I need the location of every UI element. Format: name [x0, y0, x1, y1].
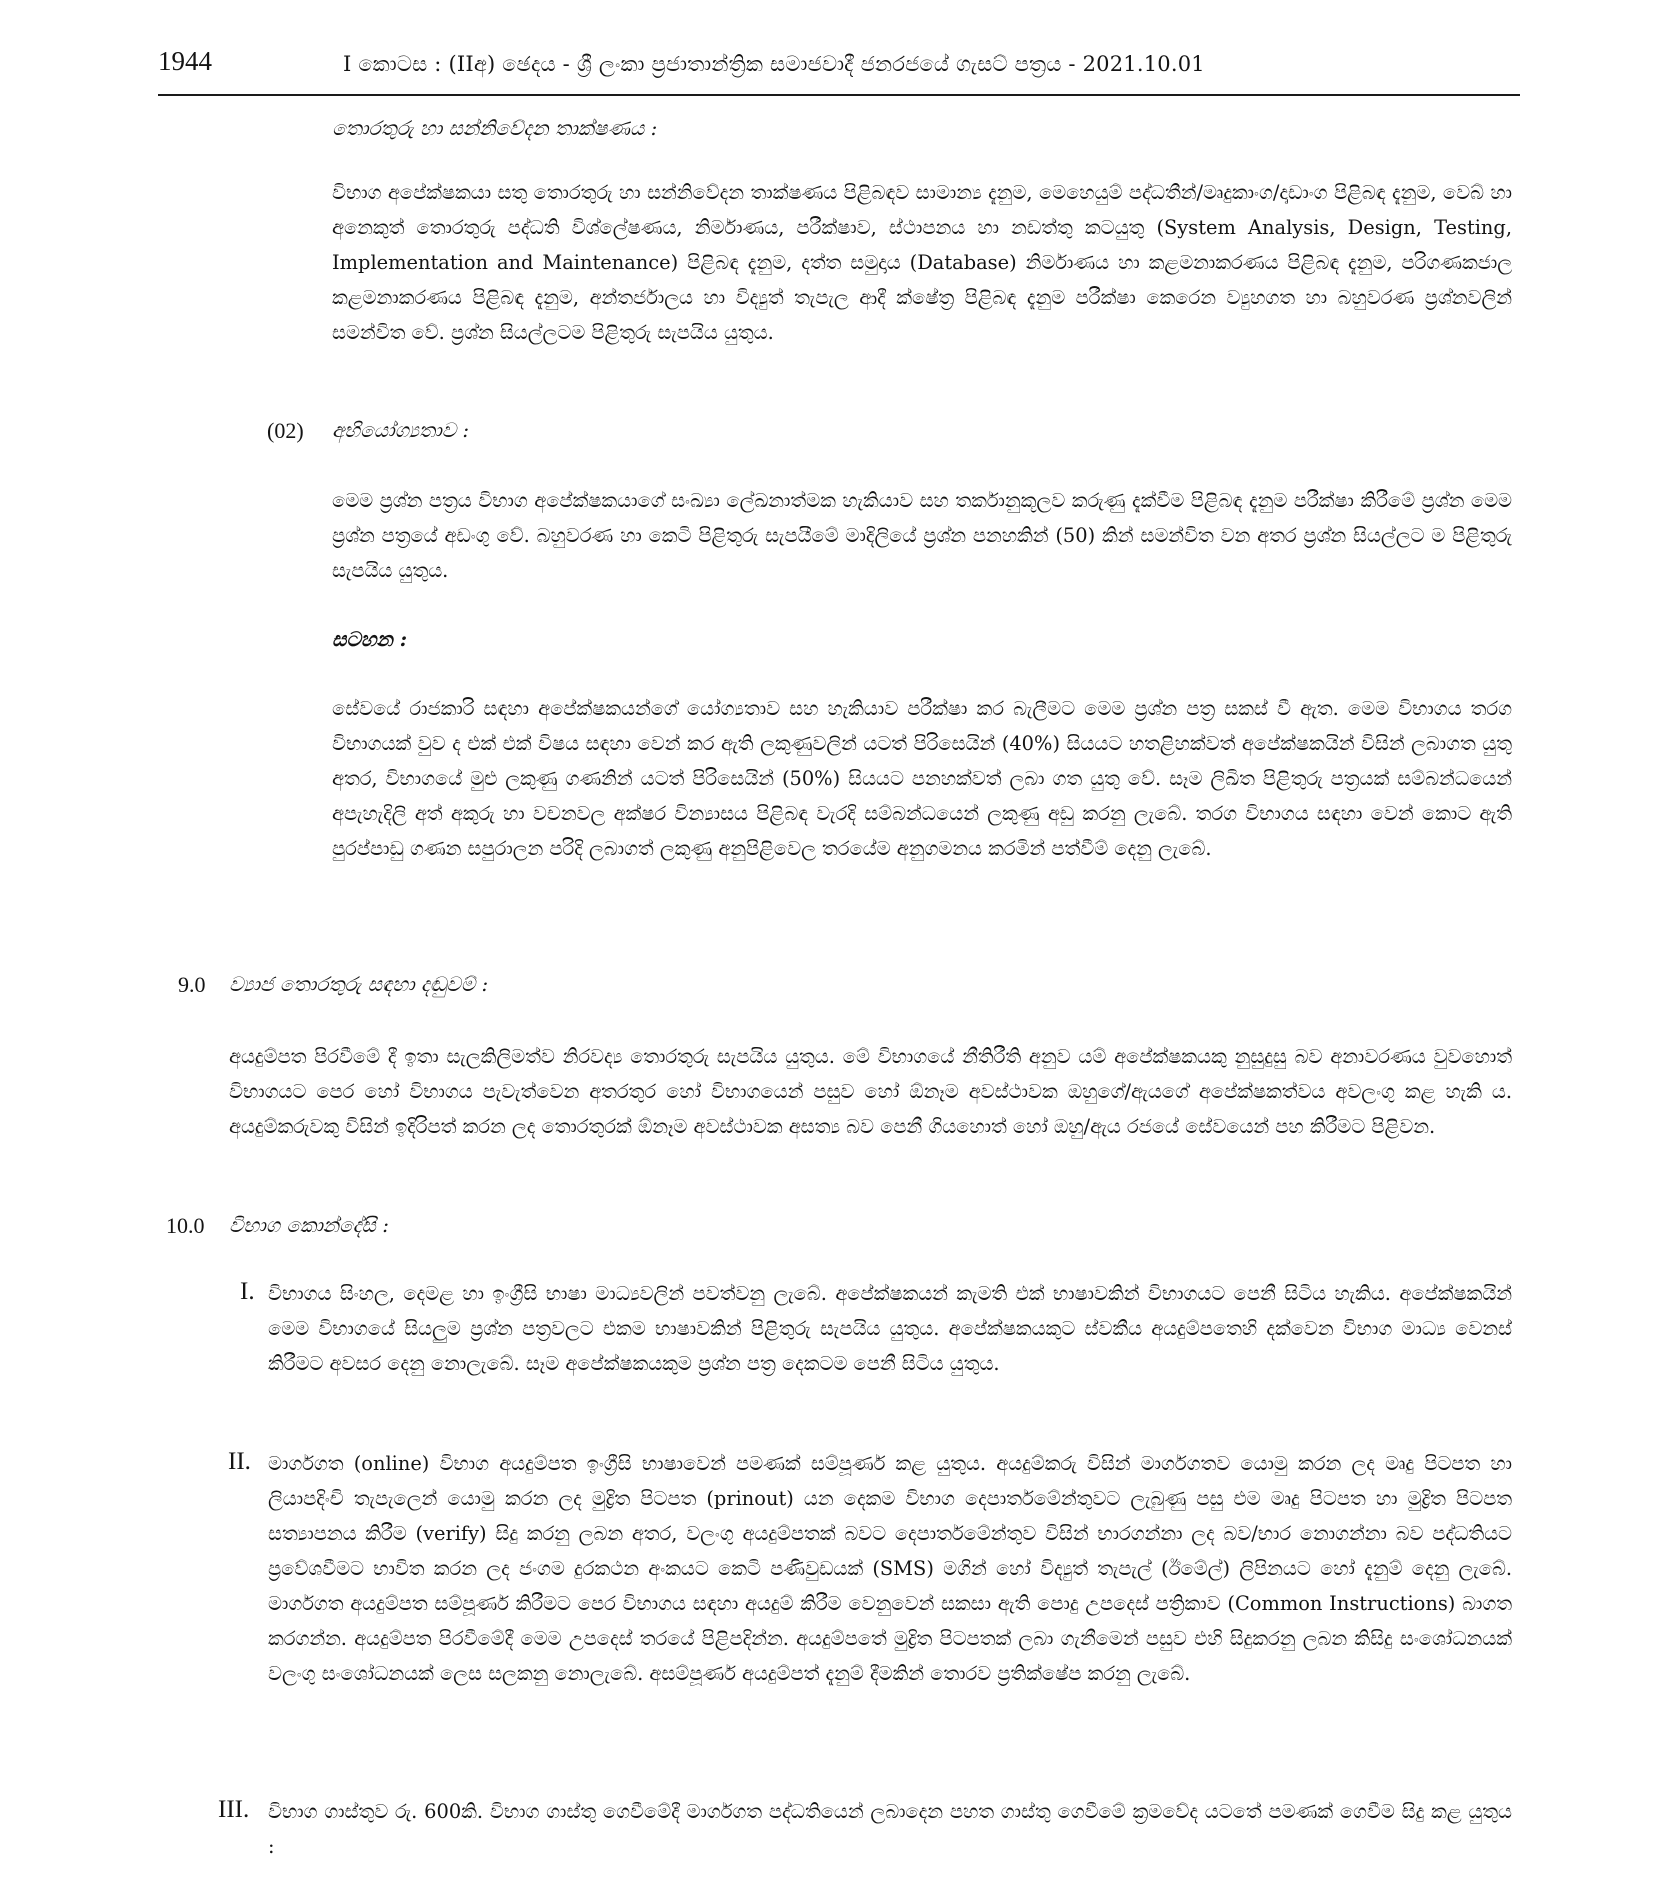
- note-heading: සටහන :: [332, 627, 408, 651]
- page-number: 1944: [158, 46, 212, 76]
- note-paragraph: සේවයේ රාජකාරි සඳහා අපේක්ෂකයන්ගේ යෝග්‍යතාව සහ හැකියාව පරීක්ෂා කර බැලීමට මෙම ප්‍රශ්න පත්‍ර සකස් වී ඇත. මෙම විභාගය තරග විභාගයක් වුව ද එක් එක් විෂය සඳහා වෙන් කර ඇති ලකුණුවලින් යටත් පිරිසෙයින් (40%) සියයට හතළිහක්වත් අපේක්ෂකයින් විසින් ලබාගත යුතු අතර, විභාගයේ මුළු ලකුණු ගණනින් යටත් පිරිසෙයින් (50%) සියයට පනහක්වත් ලබා ගත යුතු වේ. සෑම ලිඛිත පිළිතුරු පත්‍රයක් සම්බන්ධයෙන් අපැහැදිලි අත් අකුරු හා වචනවල අක්ෂර වින්‍යාසය පිළිබඳ වැරදි සම්බන්ධයෙන් ලකුණු අඩු කරනු ලැබේ. තරග විභාගය සඳහා වෙන් කොට ඇති පුරප්පාඩු ගණන සපුරාලන පරිදි ලබාගත් ලකුණු අනුපිළිවෙල තරයේම අනුගමනය කරමින් පත්වීම් දෙනු ලැබේ.: [332, 697, 1512, 860]
- gazette-title: I කොටස : (IIඅ) ඡෙදය - ශ්‍රී ලංකා ප්‍රජාතාන්ත්‍රික සමාජවාදී ජනරජයේ ගැසට් පත්‍රය - 2021.10.01: [343, 52, 1205, 76]
- condition-3-label: III.: [218, 1796, 250, 1823]
- condition-1-text: විභාගය සිංහල, දෙමළ හා ඉංග්‍රීසි භාෂා මාධ්‍යවලින් පවත්වනු ලැබේ. අපේක්ෂකයන් කැමති එක් භාෂාවකින් විභාගයට පෙනී සිටිය හැකිය. අපේක්ෂකයින් මෙම විභාගයේ සියලුම ප්‍රශ්න පත්‍රවලට එකම භාෂාවකින් පිළිතුරු සැපයිය යුතුය. අපේක්ෂකයකුට ස්වකීය අයදුම්පතෙහි දක්වෙන විභාග මාධ්‍ය වෙනස් කිරීමට අවසර දෙනු නොලැබේ. සෑම අපේක්ෂකයකුම ප්‍රශ්න පත්‍ර දෙකටම පෙනී සිටිය යුතුය.: [268, 1282, 1512, 1375]
- condition-1-label: I.: [240, 1278, 255, 1305]
- section-9-paragraph: අයදුම්පත පිරවීමේ දී ඉතා සැලකිලිමත්ව නිරවද්‍ය තොරතුරු සැපයිය යුතුය. මේ විභාගයේ නීතිරීති අනුව යම් අපේක්ෂකයකු නුසුදුසු බව අනාවරණය වුවහොත් විභාගයට පෙර හෝ විභාගය පැවැත්වෙන අතරතුර හෝ විභාගයෙන් පසුව හෝ ඕනෑම අවස්ථාවක ඔහුගේ/ඇයගේ අපේක්ෂකත්වය අවලංගු කළ හැකි ය. අයදුම්කරුවකු විසින් ඉදිරිපත් කරන ලද තොරතුරක් ඕනෑම අවස්ථාවක අසත්‍ය බව පෙනී ගියහොත් හෝ ඔහු/ඇය රජයේ සේවයෙන් පහ කිරීමට පිළිවන.: [229, 1045, 1512, 1138]
- section-10-number: 10.0: [166, 1213, 205, 1238]
- condition-2-label: II.: [228, 1448, 251, 1475]
- ict-heading: තොරතුරු හා සන්නිවේදන තාක්ෂණය :: [332, 116, 658, 140]
- condition-2-text: මාර්ගගත (online) විභාග අයදුම්පත ඉංග්‍රීසි භාෂාවෙන් පමණක් සම්පූර්ණ කළ යුතුය. අයදුම්කරු විසින් මාර්ගගතව යොමු කරන ලද මෘදු පිටපත හා ලියාපදිංචි තැපැලෙන් යොමු කරන ලද මුද්‍රිත පිටපත (prinout) යන දෙකම විභාග දෙපාර්තමේන්තුවට ලැබුණු පසු එම මෘදු පිටපත හා මුද්‍රිත පිටපත සත්‍යාපනය කිරීම (verify) සිදු කරනු ලබන අතර, වලංගු අයදුම්පතක් බවට දෙපාර්තමේන්තුව විසින් භාරගන්නා ලද බව/භාර නොගන්නා බව පද්ධතියට ප්‍රවේශවීමට භාවිත කරන ලද ජංගම දුරකථන අංකයට කෙටි පණිවුඩයක් (SMS) මගින් හෝ විද්‍යුත් තැපැල් (ඊමේල්) ලිපිනයට හෝ දැනුම් දෙනු ලැබේ. මාර්ගගත අයදුම්පත සම්පූර්ණ කිරීමට පෙර විභාගය සඳහා අයදුම් කිරීම වෙනුවෙන් සකසා ඇති පොදු උපදෙස් පත්‍රිකාව (Common Instructions) බාගත කරගන්න. අයදුම්පත පිරවීමේදී මෙම උපදෙස් තරයේ පිළිපදින්න. අයදුම්පතේ මුද්‍රිත පිටපතක් ලබා ගැනීමෙන් පසුව එහි සිදුකරනු ලබන කිසිදු සංශෝධනයක් වලංගු සංශෝධනයක් ලෙස සලකනු නොලැබේ. අසම්පූර්ණ අයදුම්පත් දැනුම් දීමකින් තොරව ප්‍රතික්ෂේප කරනු ලැබේ.: [268, 1452, 1512, 1685]
- section-9-heading: ව්‍යාජ තොරතුරු සඳහා දඬුවම් :: [229, 972, 489, 996]
- page-header: [158, 44, 1520, 96]
- aptitude-paragraph: මෙම ප්‍රශ්න පත්‍රය විභාග අපේක්ෂකයාගේ සංඛ්‍යා ලේඛනාත්මක හැකියාව සහ තර්කානුකූලව කරුණු දැක්වීම පිළිබඳ දැනුම පරීක්ෂා කිරීමේ ප්‍රශ්න මෙම ප්‍රශ්න පත්‍රයේ අඩංගු වේ. බහුවරණ හා කෙටි පිළිතුරු සැපයීමේ මාදිලියේ ප්‍රශ්න පනහකින් (50) කින් සමන්විත වන අතර ප්‍රශ්න සියල්ලට ම පිළිතුරු සැපයිය යුතුය.: [332, 489, 1512, 582]
- section-10-heading: විභාග කොන්දේසි :: [229, 1213, 390, 1237]
- section-9-number: 9.0: [178, 972, 206, 997]
- condition-3-text: විභාග ගාස්තුව රු. 600කි. විභාග ගාස්තු ගෙවීමේදී මාර්ගගත පද්ධතියෙන් ලබාදෙන පහත ගාස්තු ගෙවීමේ ක්‍රමවේද යටතේ පමණක් ගෙවීම සිදු කළ යුතුය :: [268, 1800, 1512, 1858]
- aptitude-number: (02): [267, 418, 304, 443]
- aptitude-heading: අභියෝග්‍යතාව :: [332, 418, 470, 442]
- ict-paragraph: විභාග අපේක්ෂකයා සතු තොරතුරු හා සන්නිවේදන තාක්ෂණය පිළිබඳව සාමාන්‍ය දැනුම, මෙහෙයුම් පද්ධතීන්/මෘදුකාංග/දෘඩාංග පිළිබඳ දැනුම, වෙබ් හා අනෙකුත් තොරතුරු පද්ධති විශ්ලේෂණය, නිර්මාණය, පරීක්ෂාව, ස්ථාපනය හා නඩත්තු කටයුතු (System Analysis, Design, Testing, Implementation and Maintenance) පිළිබඳ දැනුම, දත්ත සමුදාය (Database) නිර්මාණය හා කළමනාකරණය පිළිබඳ දැනුම, පරිගණකජාල කළමනාකරණය පිළිබඳ දැනුම, අන්තර්ජාලය හා විද්‍යුත් තැපැල ආදී ක්ෂේත්‍ර පිළිබඳ දැනුම පරීක්ෂා කෙරෙන ව්‍යුහගත හා බහුවරණ ප්‍රශ්නවලින් සමන්විත වේ. ප්‍රශ්න සියල්ලටම පිළිතුරු සැපයිය යුතුය.: [332, 181, 1512, 344]
